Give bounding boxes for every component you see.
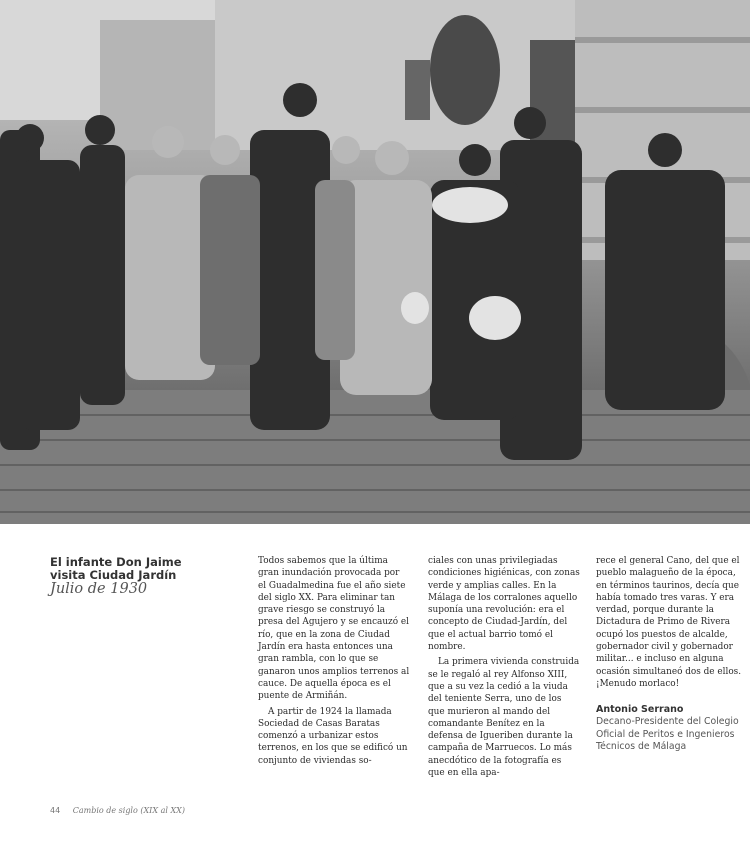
page-footer <box>50 806 185 815</box>
paragraph: A partir de 1924 la llamada Sociedad de Casas Baratas comenzó a urbanizar estos terrenos, en los que se edificó un conjunto de viviendas so- <box>258 706 408 766</box>
paragraph: Todos sabemos que la última gran inundación provocada por el Guadalmedina fue el año siete del siglo XX. Para eliminar tan grave riesgo se construyó la presa del Agujero y se encauzó el río, que en la zona de Ciudad Jardín era hasta entonces una gran rambla, con lo que se ganaron unos amplios terrenos al cauce. De aquella época es el puente de Armiñán. <box>258 556 410 702</box>
caption-title: El infante Don Jaime visita Ciudad Jardín <box>50 555 182 582</box>
section-title: Cambio de siglo (XIX al XX) <box>72 806 185 815</box>
text-column-3 <box>596 555 746 693</box>
text-column-2 <box>428 555 580 782</box>
paragraph: La primera vivienda construida se le regaló al rey Alfonso XIII, que a su vez la cedió a la viuda del teniente Serra, uno de los que murieron al mando del comandante Benítez en la defensa de Igueriben durante la campaña de Marruecos. Lo más anecdótico de la fotografía es que en ella apa- <box>428 657 580 779</box>
author-name: Antonio Serrano <box>596 704 684 715</box>
caption-date: Julio de 1930 <box>50 581 148 597</box>
text-column-1 <box>258 555 410 770</box>
paragraph: rece el general Cano, del que el pueblo malagueño de la época, en términos taurinos, decía que había tomado tres varas. Y era verdad, porque durante la Dictadura de Primo de Rivera ocupó los puestos de alcalde, gobernador civil y gobernador militar... e incluso en alguna ocasión simultaneó dos de ellos. ¡Menudo morlaco! <box>596 556 742 689</box>
author-role: Decano-Presidente del Colegio Oficial de Peritos e Ingenieros Técnicos de Málaga <box>596 716 739 752</box>
paragraph: ciales con unas privilegiadas condiciones higiénicas, con zonas verde y amplias calles. En la Málaga de los corralones aquello suponía una revolución: era el concepto de Ciudad-Jardín, del que el actual barrio tomó el nombre. <box>428 556 580 653</box>
page-number: 44 <box>50 806 61 815</box>
